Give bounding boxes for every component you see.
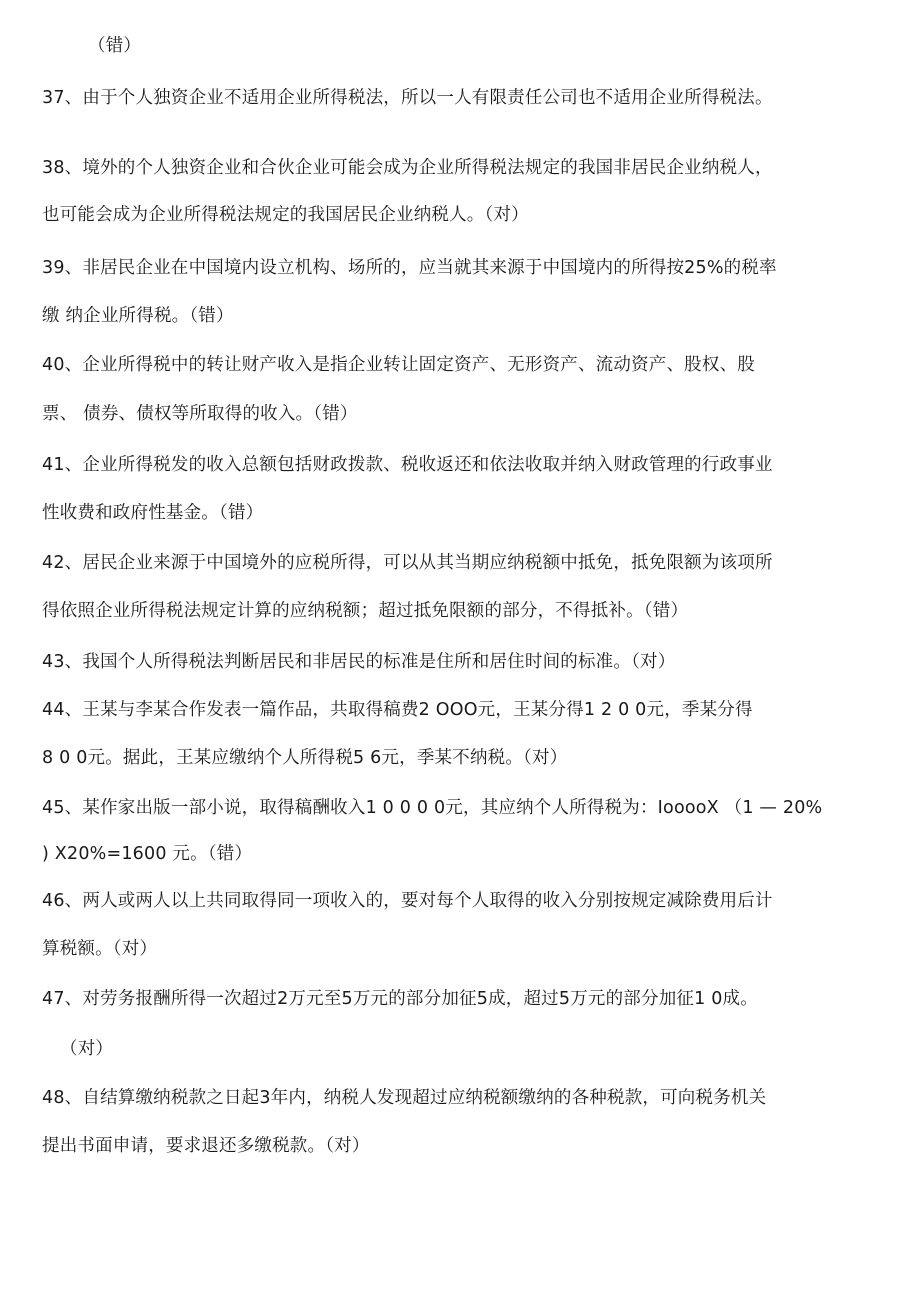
question-37: 37、由于个人独资企业不适用企业所得税法，所以一人有限责任公司也不适用企业所得税法。	[42, 88, 773, 108]
question-42-line-1: 42、居民企业来源于中国境外的应税所得，可以从其当期应纳税额中抵免，抵免限额为该项所	[42, 553, 773, 573]
question-47-line-2: （对）	[60, 1039, 114, 1059]
question-46-line-1: 46、两人或两人以上共同取得同一项收入的，要对每个人取得的收入分别按规定减除费用后计	[42, 891, 773, 911]
question-41-line-2: 性收费和政府性基金。（错）	[42, 503, 264, 523]
question-48-line-1: 48、自结算缴纳税款之日起3年内，纳税人发现超过应纳税额缴纳的各种税款，可向税务机关	[42, 1088, 767, 1108]
question-46-line-2: 算税额。（对）	[42, 939, 158, 959]
question-39-line-2: 缴 纳企业所得税。（错）	[42, 306, 234, 326]
question-38-line-1: 38、境外的个人独资企业和合伙企业可能会成为企业所得税法规定的我国非居民企业纳税人，	[42, 158, 773, 178]
question-39-line-1: 39、非居民企业在中国境内设立机构、场所的，应当就其来源于中国境内的所得按25%的税率	[42, 258, 777, 278]
question-44-line-1: 44、王某与李某合作发表一篇作品，共取得稿费2 OOO元，王某分得1 2 0 0元，季某分得	[42, 700, 753, 720]
question-47-line-1: 47、对劳务报酬所得一次超过2万元至5万元的部分加征5成，超过5万元的部分加征1 0成。	[42, 989, 758, 1009]
question-45-line-1: 45、某作家出版一部小说，取得稿酬收入1 0 0 0 0元，其应纳个人所得税为：IooooX （1 — 20%	[42, 798, 823, 818]
question-43: 43、我国个人所得税法判断居民和非居民的标准是住所和居住时间的标准。（对）	[42, 652, 676, 672]
question-40-line-1: 40、企业所得税中的转让财产收入是指企业转让固定资产、无形资产、流动资产、股权、股	[42, 355, 755, 375]
question-42-line-2: 得依照企业所得税法规定计算的应纳税额；超过抵免限额的部分，不得抵补。（错）	[42, 601, 689, 621]
question-40-line-2: 票、 债券、债权等所取得的收入。（错）	[42, 404, 358, 424]
answer-line-36: （错）	[88, 36, 142, 56]
question-38-line-2: 也可能会成为企业所得税法规定的我国居民企业纳税人。（对）	[42, 205, 529, 225]
question-41-line-1: 41、企业所得税发的收入总额包括财政拨款、税收返还和依法收取并纳入财政管理的行政事业	[42, 455, 773, 475]
question-44-line-2: 8 0 0元。据此，王某应缴纳个人所得税5 6元，季某不纳税。（对）	[42, 748, 568, 768]
question-48-line-2: 提出书面申请，要求退还多缴税款。（对）	[42, 1136, 370, 1156]
question-45-line-2: ) X20%=1600 元。（错）	[42, 844, 253, 864]
